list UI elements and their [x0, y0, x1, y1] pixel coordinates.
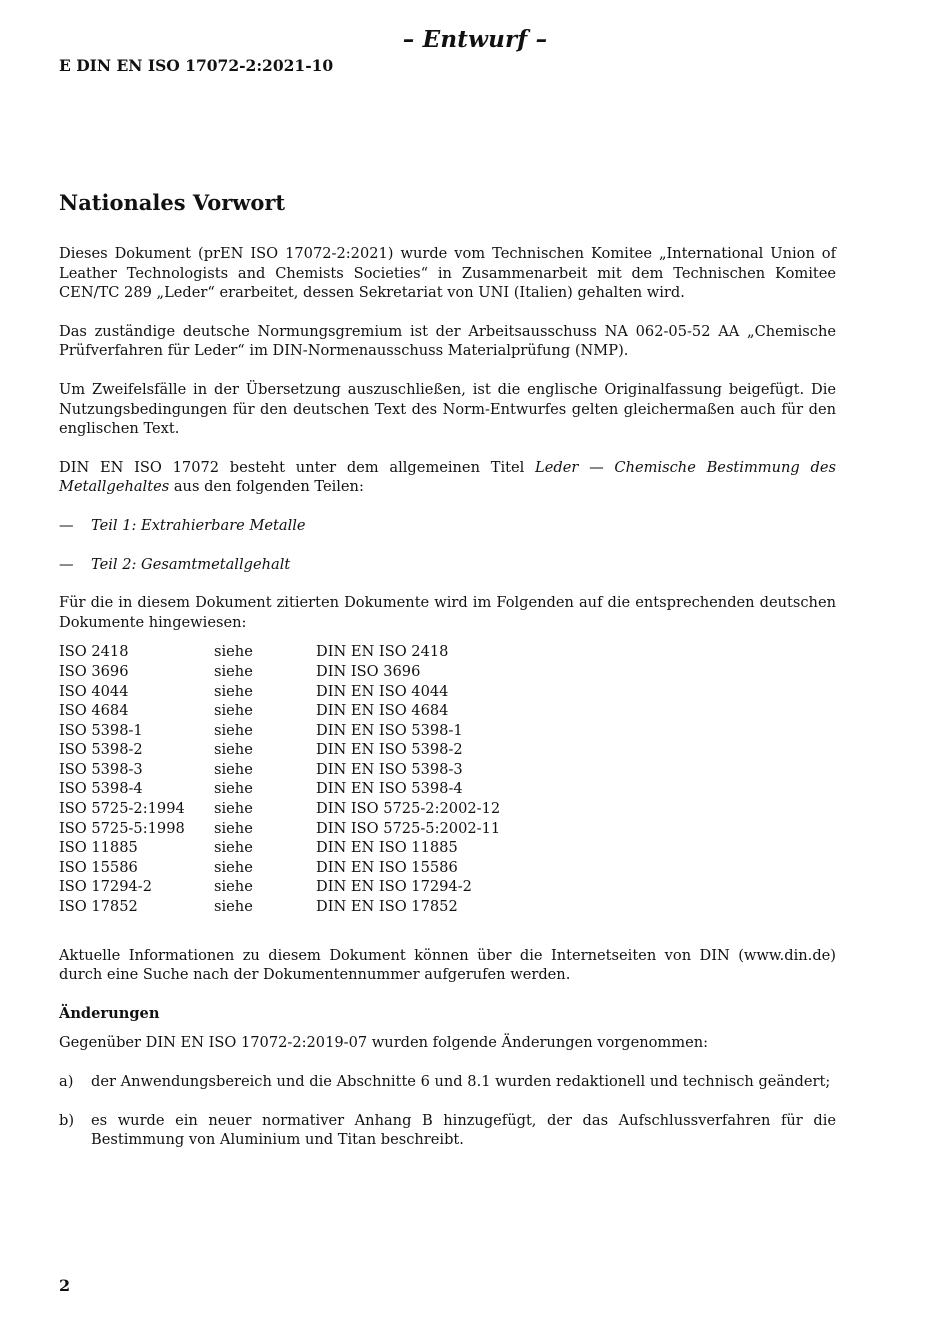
relation-label: siehe: [214, 643, 253, 661]
page-number: 2: [59, 1276, 71, 1295]
page-content: [59, 188, 836, 1169]
table-row: [59, 877, 500, 897]
din-reference: DIN EN ISO 5398-4: [316, 780, 463, 798]
din-reference: DIN EN ISO 11885: [316, 839, 458, 857]
relation-label: siehe: [214, 662, 253, 680]
draft-mark: – Entwurf –: [402, 26, 548, 53]
iso-reference: ISO 15586: [59, 858, 138, 876]
section-title: Nationales Vorwort: [59, 190, 286, 215]
din-reference: DIN EN ISO 4684: [316, 702, 449, 720]
change-item-a: [59, 1072, 836, 1092]
din-reference: DIN EN ISO 5398-1: [316, 721, 463, 739]
change-marker: b): [59, 1111, 75, 1129]
relation-label: siehe: [214, 682, 253, 700]
iso-reference: ISO 5725-2:1994: [59, 800, 185, 818]
paragraph-references-intro: Für die in diesem Dokument zitierten Dokumente wird im Folgenden auf die entsprechenden deutschen Dokumente hingewiesen:: [59, 594, 836, 631]
din-reference: DIN ISO 5725-5:2002-11: [316, 819, 501, 837]
iso-reference: ISO 5398-3: [59, 760, 143, 778]
relation-label: siehe: [214, 760, 253, 778]
iso-reference: ISO 11885: [59, 839, 138, 857]
paragraph-committee: Dieses Dokument (prEN ISO 17072-2:2021) wurde vom Technischen Komitee „International Union of Leather Technologists and Chemists Societies“ in Zusammenarbeit mit dem Technischen Komitee CEN/TC 289 „Leder“ erarbeitet, dessen Sekretariat von UNI (Italien) gehalten wird.: [59, 245, 836, 302]
iso-reference: ISO 17294-2: [59, 878, 153, 896]
relation-label: siehe: [214, 819, 253, 837]
reference-table: [59, 642, 500, 916]
relation-label: siehe: [214, 721, 253, 739]
change-text: der Anwendungsbereich und die Abschnitte 6 und 8.1 wurden redaktionell und technisch geändert;: [91, 1073, 831, 1090]
part-title: Teil 2: Gesamtmetallgehalt: [91, 555, 291, 573]
change-marker: a): [59, 1073, 74, 1090]
din-reference: DIN EN ISO 15586: [316, 858, 458, 876]
table-row: [59, 819, 500, 839]
reference-table-body: [59, 642, 500, 916]
document-id: E DIN EN ISO 17072-2:2021-10: [59, 56, 334, 75]
table-row: [59, 642, 500, 662]
table-row: [59, 721, 500, 741]
din-reference: DIN EN ISO 5398-2: [316, 741, 463, 759]
relation-label: siehe: [214, 878, 253, 896]
change-text: es wurde ein neuer normativer Anhang B hinzugefügt, der das Aufschlussverfahren für die Bestimmung von Aluminium und Titan beschreibt.: [91, 1111, 836, 1149]
series-title: Leder — Chemische Bestimmung des Metallgehaltes: [59, 458, 836, 496]
paragraph-series: [59, 458, 836, 497]
relation-label: siehe: [214, 839, 253, 857]
relation-label: siehe: [214, 858, 253, 876]
changes-heading: Änderungen: [59, 1004, 160, 1022]
table-row: [59, 760, 500, 780]
din-reference: DIN EN ISO 2418: [316, 643, 449, 661]
paragraph-current-info: Aktuelle Informationen zu diesem Dokument können über die Internetseiten von DIN (www.din.de) durch eine Suche nach der Dokumentennummer aufgerufen werden.: [59, 946, 836, 984]
table-row: [59, 779, 500, 799]
din-reference: DIN ISO 5725-2:2002-12: [316, 800, 501, 818]
table-row: [59, 682, 500, 702]
part-title: Teil 1: Extrahierbare Metalle: [91, 516, 306, 534]
iso-reference: ISO 4044: [59, 682, 129, 700]
change-item-b: [59, 1111, 836, 1150]
list-item-part-2: [59, 555, 836, 575]
changes-intro: Gegenüber DIN EN ISO 17072-2:2019-07 wurden folgende Änderungen vorgenommen:: [59, 1034, 709, 1052]
series-text-after: aus den folgenden Teilen:: [169, 478, 364, 496]
relation-label: siehe: [214, 780, 253, 798]
relation-label: siehe: [214, 702, 253, 720]
din-reference: DIN EN ISO 5398-3: [316, 760, 463, 778]
dash-marker: —: [59, 516, 74, 534]
table-row: [59, 799, 500, 819]
iso-reference: ISO 4684: [59, 702, 129, 720]
table-row: [59, 858, 500, 878]
iso-reference: ISO 5725-5:1998: [59, 819, 185, 837]
iso-reference: ISO 17852: [59, 898, 138, 916]
paragraph-working-group: Das zuständige deutsche Normungsgremium ist der Arbeitsausschuss NA 062-05-52 AA „Chemische Prüfverfahren für Leder“ im DIN-Normenausschuss Materialprüfung (NMP).: [59, 322, 836, 360]
iso-reference: ISO 5398-1: [59, 721, 143, 739]
relation-label: siehe: [214, 800, 253, 818]
iso-reference: ISO 5398-2: [59, 741, 143, 759]
din-reference: DIN ISO 3696: [316, 662, 421, 680]
paragraph-translation: Um Zweifelsfälle in der Übersetzung auszuschließen, ist die englische Originalfassung beigefügt. Die Nutzungsbedingungen für den deutschen Text des Norm-Entwurfes gelten gleichermaßen auch für den englischen Text.: [59, 380, 836, 438]
table-row: [59, 838, 500, 858]
table-row: [59, 897, 500, 917]
list-item-part-1: [59, 516, 836, 536]
dash-marker: —: [59, 555, 74, 573]
din-reference: DIN EN ISO 17852: [316, 898, 458, 916]
table-row: [59, 662, 500, 682]
series-text-before: DIN EN ISO 17072 besteht unter dem allgemeinen Titel: [59, 458, 536, 476]
iso-reference: ISO 5398-4: [59, 780, 143, 798]
din-reference: DIN EN ISO 4044: [316, 682, 449, 700]
table-row: [59, 701, 500, 721]
relation-label: siehe: [214, 898, 253, 916]
relation-label: siehe: [214, 741, 253, 759]
iso-reference: ISO 3696: [59, 662, 129, 680]
table-row: [59, 740, 500, 760]
din-reference: DIN EN ISO 17294-2: [316, 878, 472, 896]
iso-reference: ISO 2418: [59, 643, 129, 661]
